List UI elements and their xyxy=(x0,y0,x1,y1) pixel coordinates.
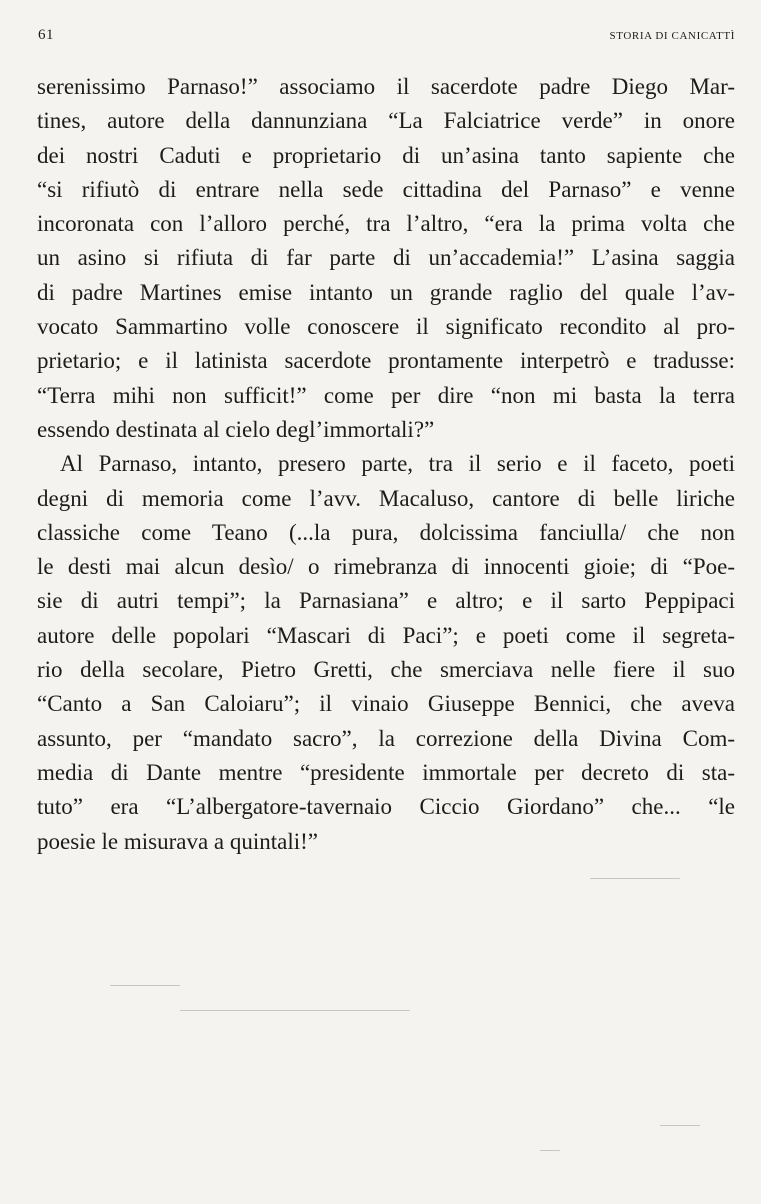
show-through-mark xyxy=(590,878,680,879)
text-line: di padre Martines emise intanto un grande raglio del quale l’av- xyxy=(37,279,735,305)
text-line: autore delle popolari “Mascari di Paci”; e poeti come il segreta- xyxy=(37,622,735,648)
text-line: tuto” era “L’albergatore-tavernaio Ciccio Giordano” che... “le xyxy=(37,794,735,820)
text-line: incoronata con l’alloro perché, tra l’altro, “era la prima volta che xyxy=(37,211,735,237)
show-through-mark xyxy=(180,1010,410,1011)
text-line: degni di memoria come l’avv. Macaluso, cantore di belle liriche xyxy=(37,485,735,511)
show-through-mark xyxy=(540,1150,560,1151)
text-line: classiche come Teano (...la pura, dolcissima fanciulla/ che non xyxy=(37,519,735,545)
page-number: 61 xyxy=(38,27,54,43)
text-line: “Terra mihi non sufficit!” come per dire “non mi basta la terra xyxy=(37,382,735,408)
text-line: dei nostri Caduti e proprietario di un’asina tanto sapiente che xyxy=(37,142,735,168)
text-line: “si rifiutò di entrare nella sede cittadina del Parnaso” e venne xyxy=(37,176,735,202)
text-line: essendo destinata al cielo degl’immortali?” xyxy=(37,416,435,442)
paragraph-2 xyxy=(37,447,735,859)
text-line: media di Dante mentre “presidente immortale per decreto di sta- xyxy=(37,759,735,785)
body-text xyxy=(37,70,735,859)
text-line: rio della secolare, Pietro Gretti, che smerciava nelle fiere il suo xyxy=(37,657,735,683)
text-line: Al Parnaso, intanto, presero parte, tra il serio e il faceto, poeti xyxy=(60,451,735,477)
text-line: sie di autri tempi”; la Parnasiana” e altro; e il sarto Peppipaci xyxy=(37,588,735,614)
text-line: vocato Sammartino volle conoscere il significato recondito al pro- xyxy=(37,314,735,340)
text-line: poesie le misurava a quintali!” xyxy=(37,828,319,854)
text-line: assunto, per “mandato sacro”, la correzione della Divina Com- xyxy=(37,725,735,751)
text-line: tines, autore della dannunziana “La Falciatrice verde” in onore xyxy=(37,108,735,134)
show-through-mark xyxy=(660,1125,700,1126)
text-line: le desti mai alcun desìo/ o rimebranza di innocenti gioie; di “Poe- xyxy=(37,554,735,580)
text-line: un asino si rifiuta di far parte di un’accademia!” L’asina saggia xyxy=(37,245,735,271)
running-head: STORIA DI CANICATTÌ xyxy=(609,30,735,42)
text-line: “Canto a San Caloiaru”; il vinaio Giuseppe Bennici, che aveva xyxy=(37,691,735,717)
paragraph-1 xyxy=(37,70,735,447)
text-line: prietario; e il latinista sacerdote prontamente interpetrò e tradusse: xyxy=(37,348,735,374)
show-through-mark xyxy=(110,985,180,986)
text-line: serenissimo Parnaso!” associamo il sacerdote padre Diego Mar- xyxy=(37,74,735,99)
